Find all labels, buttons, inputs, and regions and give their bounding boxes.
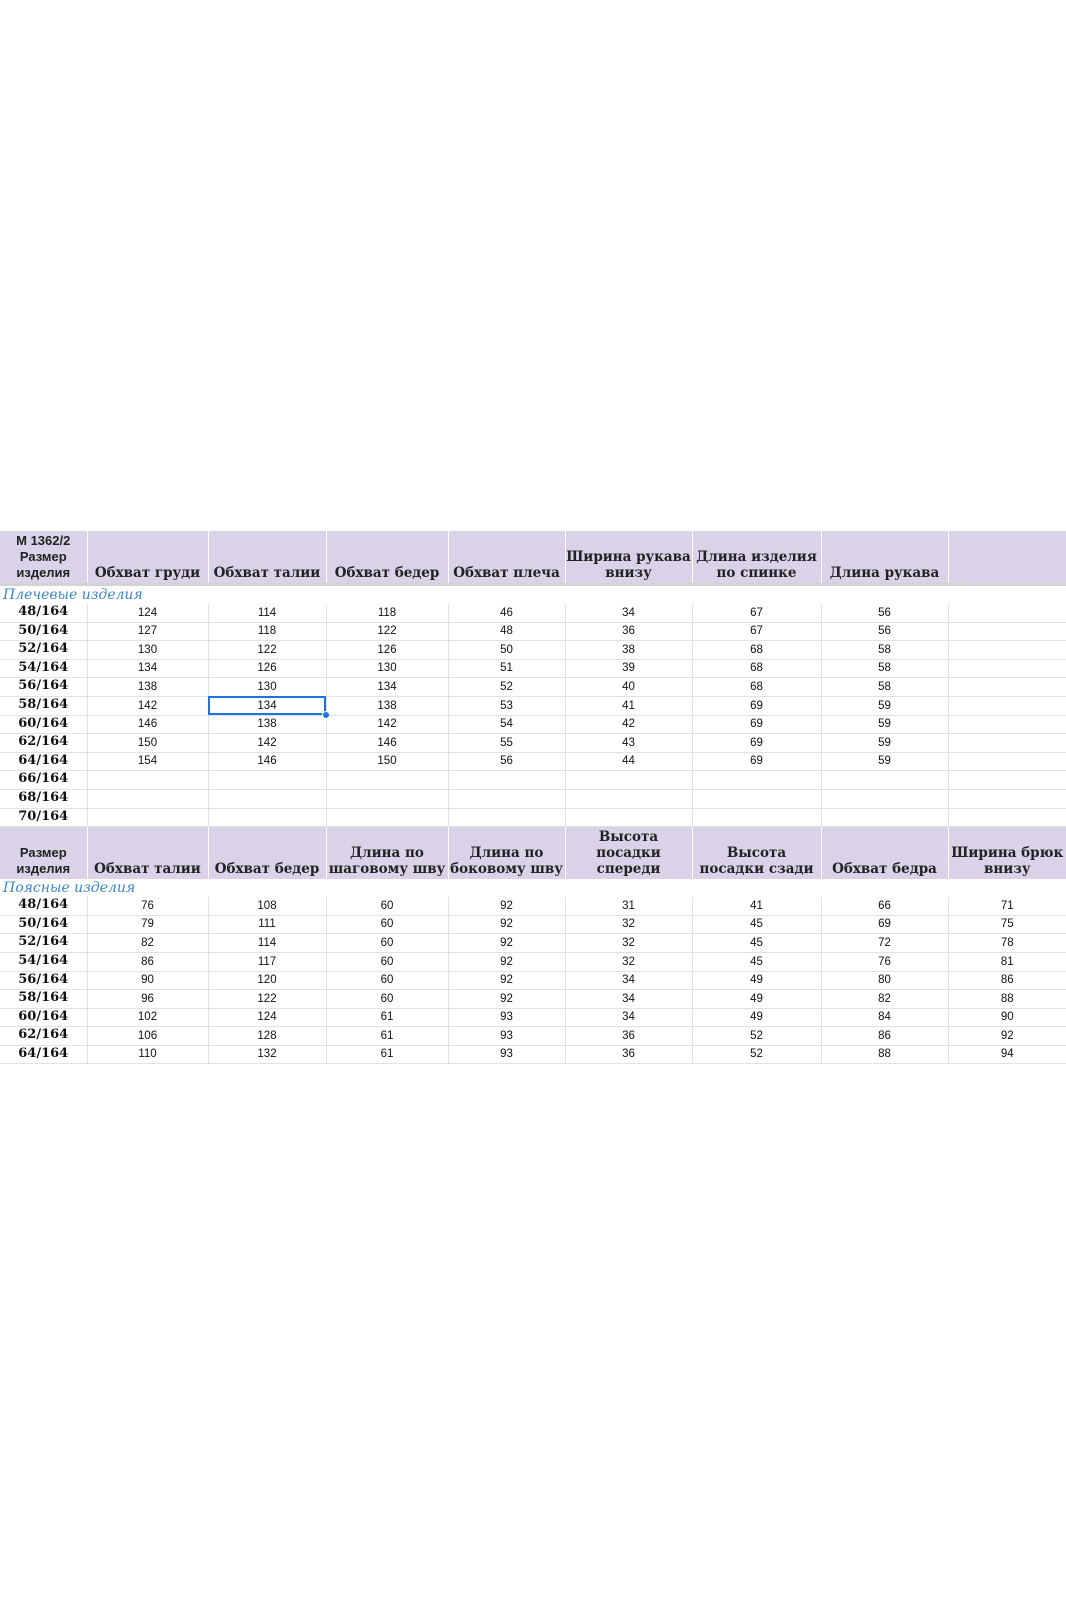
value-cell[interactable]: 61 (326, 1008, 448, 1027)
value-cell[interactable]: 61 (326, 1027, 448, 1046)
table-row (0, 715, 1066, 734)
value-cell[interactable]: 59 (821, 734, 948, 753)
value-cell[interactable]: 49 (692, 990, 821, 1009)
value-cell[interactable]: 46 (448, 604, 565, 622)
value-cell[interactable]: 96 (87, 990, 208, 1009)
size-chart-table (0, 531, 1066, 1064)
value-cell[interactable] (948, 789, 1066, 808)
table-row (0, 622, 1066, 641)
value-cell[interactable]: 34 (565, 604, 692, 622)
value-cell[interactable] (692, 789, 821, 808)
value-cell[interactable]: 134 (87, 659, 208, 678)
table-row (0, 934, 1066, 953)
value-cell[interactable]: 75 (948, 915, 1066, 934)
value-cell[interactable]: 106 (87, 1027, 208, 1046)
size-label: Размер изделия (16, 549, 71, 580)
value-cell[interactable]: 132 (208, 1045, 326, 1064)
size-cell[interactable]: 54/164 (0, 659, 87, 678)
value-cell[interactable] (948, 696, 1066, 715)
size-cell[interactable]: 56/164 (0, 971, 87, 990)
value-cell[interactable]: 68 (692, 678, 821, 697)
value-cell[interactable]: 84 (821, 1008, 948, 1027)
size-cell[interactable]: 62/164 (0, 1027, 87, 1046)
value-cell[interactable]: 60 (326, 915, 448, 934)
value-cell[interactable] (948, 641, 1066, 660)
value-cell[interactable]: 93 (448, 1027, 565, 1046)
value-cell[interactable] (448, 808, 565, 827)
table-row (0, 1027, 1066, 1046)
table-row (0, 659, 1066, 678)
value-cell[interactable]: 117 (208, 952, 326, 971)
column-header[interactable]: Обхват груди (87, 531, 208, 585)
value-cell[interactable]: 128 (208, 1027, 326, 1046)
value-cell[interactable]: 80 (821, 971, 948, 990)
value-cell[interactable]: 93 (448, 1045, 565, 1064)
value-cell[interactable]: 134 (326, 678, 448, 697)
value-cell[interactable]: 40 (565, 678, 692, 697)
column-header[interactable]: Длина рукава (821, 531, 948, 585)
model-code: М 1362/2 (16, 533, 71, 548)
table-row (0, 1008, 1066, 1027)
value-cell[interactable]: 44 (565, 752, 692, 771)
table-row (0, 990, 1066, 1009)
value-cell[interactable]: 118 (208, 622, 326, 641)
value-cell[interactable]: 52 (692, 1027, 821, 1046)
value-cell[interactable]: 34 (565, 1008, 692, 1027)
size-cell[interactable]: 66/164 (0, 771, 87, 790)
value-cell[interactable]: 142 (208, 734, 326, 753)
value-cell[interactable]: 58 (821, 659, 948, 678)
value-cell[interactable]: 36 (565, 1027, 692, 1046)
value-cell[interactable]: 45 (692, 934, 821, 953)
value-cell[interactable]: 118 (326, 604, 448, 622)
value-cell[interactable]: 69 (692, 752, 821, 771)
table-row (0, 915, 1066, 934)
value-cell[interactable]: 66 (821, 897, 948, 915)
value-cell[interactable]: 122 (208, 641, 326, 660)
value-cell[interactable]: 58 (821, 678, 948, 697)
size-cell[interactable]: 62/164 (0, 734, 87, 753)
size-cell[interactable]: 58/164 (0, 990, 87, 1009)
size-cell[interactable]: 58/164 (0, 696, 87, 715)
value-cell[interactable]: 48 (448, 622, 565, 641)
value-cell[interactable]: 76 (821, 952, 948, 971)
value-cell[interactable]: 78 (948, 934, 1066, 953)
value-cell[interactable] (948, 678, 1066, 697)
value-cell[interactable]: 150 (87, 734, 208, 753)
size-cell[interactable]: 70/164 (0, 808, 87, 827)
table-row (0, 952, 1066, 971)
value-cell[interactable]: 38 (565, 641, 692, 660)
value-cell[interactable]: 34 (565, 990, 692, 1009)
size-cell[interactable]: 48/164 (0, 897, 87, 915)
value-cell[interactable]: 126 (208, 659, 326, 678)
value-cell[interactable]: 32 (565, 934, 692, 953)
value-cell[interactable] (448, 771, 565, 790)
value-cell[interactable]: 41 (692, 897, 821, 915)
table-row (0, 734, 1066, 753)
size-cell[interactable]: 50/164 (0, 622, 87, 641)
value-cell[interactable]: 61 (326, 1045, 448, 1064)
value-cell[interactable]: 41 (565, 696, 692, 715)
value-cell[interactable]: 92 (448, 915, 565, 934)
value-cell[interactable]: 71 (948, 897, 1066, 915)
table-row (0, 696, 1066, 715)
value-cell[interactable] (692, 771, 821, 790)
column-header[interactable]: Длина по боковому шву (448, 827, 565, 880)
value-cell[interactable]: 93 (448, 1008, 565, 1027)
value-cell[interactable]: 60 (326, 990, 448, 1009)
value-cell[interactable]: 79 (87, 915, 208, 934)
value-cell[interactable]: 31 (565, 897, 692, 915)
value-cell[interactable]: 88 (948, 990, 1066, 1009)
value-cell[interactable] (87, 771, 208, 790)
value-cell[interactable]: 69 (692, 696, 821, 715)
size-column-header[interactable] (0, 531, 87, 585)
value-cell[interactable]: 68 (692, 641, 821, 660)
value-cell[interactable] (948, 734, 1066, 753)
column-header[interactable]: Ширина брюк внизу (948, 827, 1066, 880)
value-cell[interactable]: 59 (821, 696, 948, 715)
value-cell[interactable]: 60 (326, 934, 448, 953)
value-cell[interactable] (948, 622, 1066, 641)
value-cell[interactable]: 138 (326, 696, 448, 715)
value-cell[interactable] (208, 808, 326, 827)
value-cell[interactable] (565, 771, 692, 790)
value-cell[interactable] (948, 659, 1066, 678)
value-cell[interactable]: 76 (87, 897, 208, 915)
value-cell[interactable]: 142 (326, 715, 448, 734)
value-cell[interactable]: 130 (208, 678, 326, 697)
value-cell[interactable]: 36 (565, 622, 692, 641)
value-cell[interactable]: 81 (948, 952, 1066, 971)
size-cell[interactable]: 54/164 (0, 952, 87, 971)
value-cell[interactable] (208, 789, 326, 808)
value-cell[interactable] (948, 715, 1066, 734)
value-cell[interactable]: 53 (448, 696, 565, 715)
value-cell[interactable]: 32 (565, 952, 692, 971)
size-cell[interactable]: 48/164 (0, 604, 87, 622)
fill-handle[interactable] (322, 711, 330, 719)
table-row (0, 641, 1066, 660)
value-cell[interactable]: 114 (208, 934, 326, 953)
value-cell[interactable]: 59 (821, 752, 948, 771)
value-cell[interactable]: 92 (448, 934, 565, 953)
value-cell[interactable]: 124 (208, 1008, 326, 1027)
value-cell[interactable] (821, 771, 948, 790)
table-row (0, 971, 1066, 990)
value-cell[interactable] (448, 789, 565, 808)
value-cell[interactable]: 68 (692, 659, 821, 678)
value-cell[interactable]: 92 (948, 1027, 1066, 1046)
size-cell[interactable]: 56/164 (0, 678, 87, 697)
value-cell[interactable]: 49 (692, 1008, 821, 1027)
value-cell[interactable] (948, 752, 1066, 771)
value-cell[interactable]: 90 (87, 971, 208, 990)
value-cell[interactable]: 146 (208, 752, 326, 771)
value-cell[interactable]: 150 (326, 752, 448, 771)
value-cell[interactable]: 34 (565, 971, 692, 990)
value-cell[interactable]: 92 (448, 952, 565, 971)
size-cell[interactable]: 60/164 (0, 1008, 87, 1027)
column-header[interactable]: Обхват бедер (208, 827, 326, 880)
shoulder_table-header-row (0, 531, 1066, 585)
value-cell[interactable]: 126 (326, 641, 448, 660)
value-cell[interactable] (821, 789, 948, 808)
value-cell[interactable]: 114 (208, 604, 326, 622)
value-cell[interactable]: 56 (821, 622, 948, 641)
waist_table-header-row (0, 827, 1066, 880)
section-title[interactable]: Плечевые изделия (3, 587, 143, 603)
value-cell[interactable]: 138 (208, 715, 326, 734)
value-cell[interactable]: 56 (448, 752, 565, 771)
column-header[interactable]: Обхват плеча (448, 531, 565, 585)
value-cell[interactable]: 59 (821, 715, 948, 734)
size-cell[interactable]: 60/164 (0, 715, 87, 734)
value-cell[interactable]: 154 (87, 752, 208, 771)
size-cell[interactable]: 64/164 (0, 1045, 87, 1064)
value-cell[interactable] (948, 808, 1066, 827)
value-cell[interactable]: 69 (821, 915, 948, 934)
table-row (0, 752, 1066, 771)
column-header[interactable]: Высота посадки сзади (692, 827, 821, 880)
value-cell[interactable]: 52 (448, 678, 565, 697)
size-label: Размер изделия (16, 845, 71, 877)
value-cell[interactable]: 45 (692, 952, 821, 971)
spreadsheet (0, 531, 1066, 1064)
value-cell[interactable]: 142 (87, 696, 208, 715)
column-header[interactable]: Высота посадки спереди (565, 827, 692, 880)
value-cell[interactable]: 102 (87, 1008, 208, 1027)
value-cell[interactable]: 67 (692, 622, 821, 641)
value-cell[interactable]: 32 (565, 915, 692, 934)
value-cell[interactable]: 50 (448, 641, 565, 660)
value-cell[interactable]: 111 (208, 915, 326, 934)
table-row (0, 789, 1066, 808)
value-cell[interactable] (326, 771, 448, 790)
value-cell[interactable]: 122 (208, 990, 326, 1009)
value-cell[interactable]: 54 (448, 715, 565, 734)
value-cell[interactable]: 52 (692, 1045, 821, 1064)
value-cell[interactable]: 92 (448, 990, 565, 1009)
value-cell[interactable]: 92 (448, 897, 565, 915)
column-header[interactable]: Обхват талии (208, 531, 326, 585)
value-cell[interactable]: 42 (565, 715, 692, 734)
waist_table-section-row (0, 879, 1066, 897)
size-cell[interactable]: 50/164 (0, 915, 87, 934)
value-cell[interactable] (87, 789, 208, 808)
value-cell[interactable] (326, 808, 448, 827)
value-cell[interactable] (565, 808, 692, 827)
value-cell[interactable]: 127 (87, 622, 208, 641)
column-header[interactable]: Обхват бедер (326, 531, 448, 585)
column-header[interactable]: Длина изделия по спинке (692, 531, 821, 585)
value-cell[interactable] (87, 808, 208, 827)
column-header[interactable]: Длина по шаговому шву (326, 827, 448, 880)
value-cell[interactable]: 55 (448, 734, 565, 753)
value-cell[interactable]: 69 (692, 715, 821, 734)
value-cell[interactable]: 56 (821, 604, 948, 622)
value-cell[interactable]: 146 (326, 734, 448, 753)
value-cell[interactable]: 124 (87, 604, 208, 622)
value-cell[interactable]: 88 (821, 1045, 948, 1064)
value-cell[interactable] (326, 789, 448, 808)
table-row (0, 897, 1066, 915)
table-row (0, 678, 1066, 697)
size-cell[interactable]: 64/164 (0, 752, 87, 771)
size-cell[interactable]: 68/164 (0, 789, 87, 808)
table-row (0, 771, 1066, 790)
column-header[interactable]: Ширина рукава внизу (565, 531, 692, 585)
value-cell[interactable] (565, 789, 692, 808)
value-cell[interactable]: 60 (326, 897, 448, 915)
value-cell[interactable] (208, 771, 326, 790)
shoulder_table-section-row (0, 585, 1066, 605)
value-cell[interactable] (821, 808, 948, 827)
column-header[interactable]: Обхват бедра (821, 827, 948, 880)
table-row (0, 604, 1066, 622)
value-cell[interactable]: 51 (448, 659, 565, 678)
value-cell[interactable]: 130 (87, 641, 208, 660)
size-cell[interactable]: 52/164 (0, 641, 87, 660)
value-cell[interactable]: 43 (565, 734, 692, 753)
size-cell[interactable]: 52/164 (0, 934, 87, 953)
value-cell[interactable]: 146 (87, 715, 208, 734)
column-header[interactable] (948, 531, 1066, 585)
table-row (0, 808, 1066, 827)
value-cell[interactable]: 72 (821, 934, 948, 953)
value-cell[interactable]: 138 (87, 678, 208, 697)
value-cell[interactable]: 36 (565, 1045, 692, 1064)
value-cell[interactable]: 130 (326, 659, 448, 678)
size-column-header[interactable] (0, 827, 87, 880)
table-row (0, 1045, 1066, 1064)
value-cell[interactable]: 45 (692, 915, 821, 934)
value-cell[interactable]: 120 (208, 971, 326, 990)
value-cell[interactable]: 92 (448, 971, 565, 990)
value-cell[interactable]: 58 (821, 641, 948, 660)
value-cell[interactable]: 86 (821, 1027, 948, 1046)
value-cell[interactable]: 86 (87, 952, 208, 971)
value-cell[interactable]: 108 (208, 897, 326, 915)
value-cell[interactable] (948, 771, 1066, 790)
value-cell[interactable]: 60 (326, 971, 448, 990)
value-cell[interactable]: 122 (326, 622, 448, 641)
section-title[interactable]: Поясные изделия (3, 880, 136, 897)
value-cell[interactable] (948, 604, 1066, 622)
value-cell[interactable]: 60 (326, 952, 448, 971)
value-cell[interactable]: 69 (692, 734, 821, 753)
value-cell[interactable]: 86 (948, 971, 1066, 990)
value-cell[interactable]: 94 (948, 1045, 1066, 1064)
value-cell[interactable]: 90 (948, 1008, 1066, 1027)
column-header[interactable]: Обхват талии (87, 827, 208, 880)
value-cell[interactable]: 49 (692, 971, 821, 990)
value-cell[interactable]: 82 (87, 934, 208, 953)
selected-cell[interactable]: 134 (208, 696, 326, 715)
value-cell[interactable]: 110 (87, 1045, 208, 1064)
value-cell[interactable]: 82 (821, 990, 948, 1009)
value-cell[interactable]: 67 (692, 604, 821, 622)
value-cell[interactable]: 39 (565, 659, 692, 678)
value-cell[interactable] (692, 808, 821, 827)
